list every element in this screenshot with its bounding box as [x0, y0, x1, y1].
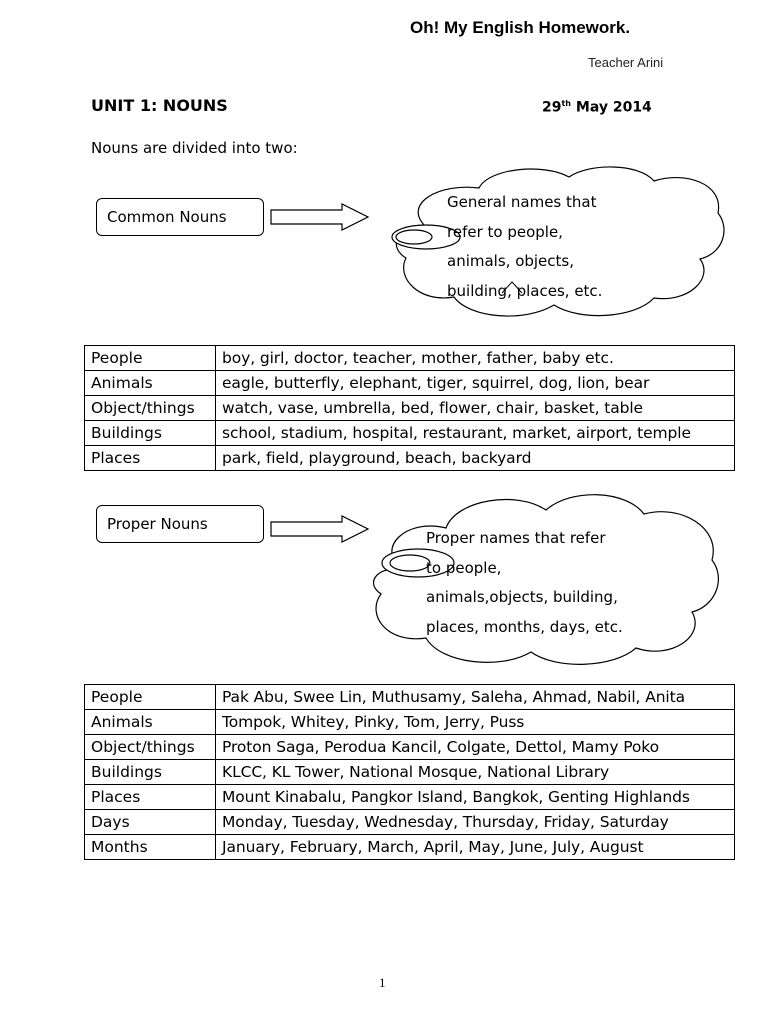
proper-definition-line: animals,objects, building, [426, 588, 618, 606]
intro-text: Nouns are divided into two: [91, 139, 298, 157]
table-row [85, 685, 735, 710]
examples-cell: Proton Saga, Perodua Kancil, Colgate, Dettol, Mamy Poko [216, 735, 735, 760]
table-row [85, 810, 735, 835]
category-cell: Buildings [85, 760, 216, 785]
proper-nouns-table [84, 684, 735, 860]
homework-title: Oh! My English Homework. [410, 18, 631, 37]
proper-definition-line: to people, [426, 558, 502, 577]
category-cell: Object/things [85, 735, 216, 760]
proper-definition [426, 524, 623, 642]
common-definition-line: building, places, etc. [447, 281, 603, 300]
examples-cell: KLCC, KL Tower, National Mosque, National Library [216, 760, 735, 785]
table-row [85, 396, 735, 421]
proper-definition-line: Proper names that refer [426, 529, 606, 547]
category-cell: People [85, 685, 216, 710]
category-cell: Object/things [85, 396, 216, 421]
examples-cell: school, stadium, hospital, restaurant, market, airport, temple [216, 421, 735, 446]
proper-arrow-icon [270, 515, 370, 543]
table-row [85, 371, 735, 396]
examples-cell: park, field, playground, beach, backyard [216, 446, 735, 471]
examples-cell: Mount Kinabalu, Pangkor Island, Bangkok, Genting Highlands [216, 785, 735, 810]
unit-title: UNIT 1: NOUNS [91, 96, 228, 115]
category-cell: Months [85, 835, 216, 860]
common-definition-line: refer to people, [447, 222, 563, 241]
table-row [85, 835, 735, 860]
page-number: 1 [379, 975, 386, 990]
common-definition-line: animals, objects, [447, 252, 574, 270]
category-cell: Places [85, 446, 216, 471]
common-arrow-icon [270, 203, 370, 231]
common-nouns-label: Common Nouns [96, 198, 264, 236]
examples-cell: boy, girl, doctor, teacher, mother, father, baby etc. [216, 346, 735, 371]
category-cell: Buildings [85, 421, 216, 446]
category-cell: Animals [85, 371, 216, 396]
common-definition [447, 188, 602, 306]
table-row [85, 760, 735, 785]
common-nouns-table [84, 345, 735, 471]
lesson-date [542, 99, 652, 116]
category-cell: Places [85, 785, 216, 810]
examples-cell: Monday, Tuesday, Wednesday, Thursday, Friday, Saturday [216, 810, 735, 835]
common-definition-line: General names that [447, 193, 597, 211]
date-day: 29 [542, 99, 562, 116]
table-row [85, 421, 735, 446]
proper-nouns-label: Proper Nouns [96, 505, 264, 543]
table-row [85, 735, 735, 760]
category-cell: Animals [85, 710, 216, 735]
examples-cell: Tompok, Whitey, Pinky, Tom, Jerry, Puss [216, 710, 735, 735]
table-row [85, 346, 735, 371]
category-cell: Days [85, 810, 216, 835]
proper-definition-line: places, months, days, etc. [426, 617, 623, 636]
table-row [85, 446, 735, 471]
examples-cell: January, February, March, April, May, June, July, August [216, 835, 735, 860]
teacher-name: Teacher Arini [588, 55, 664, 70]
date-month-year: May 2014 [571, 99, 652, 116]
table-row [85, 710, 735, 735]
examples-cell: eagle, butterfly, elephant, tiger, squirrel, dog, lion, bear [216, 371, 735, 396]
table-row [85, 785, 735, 810]
examples-cell: Pak Abu, Swee Lin, Muthusamy, Saleha, Ahmad, Nabil, Anita [216, 685, 735, 710]
date-suffix: th [561, 99, 572, 108]
examples-cell: watch, vase, umbrella, bed, flower, chair, basket, table [216, 396, 735, 421]
category-cell: People [85, 346, 216, 371]
